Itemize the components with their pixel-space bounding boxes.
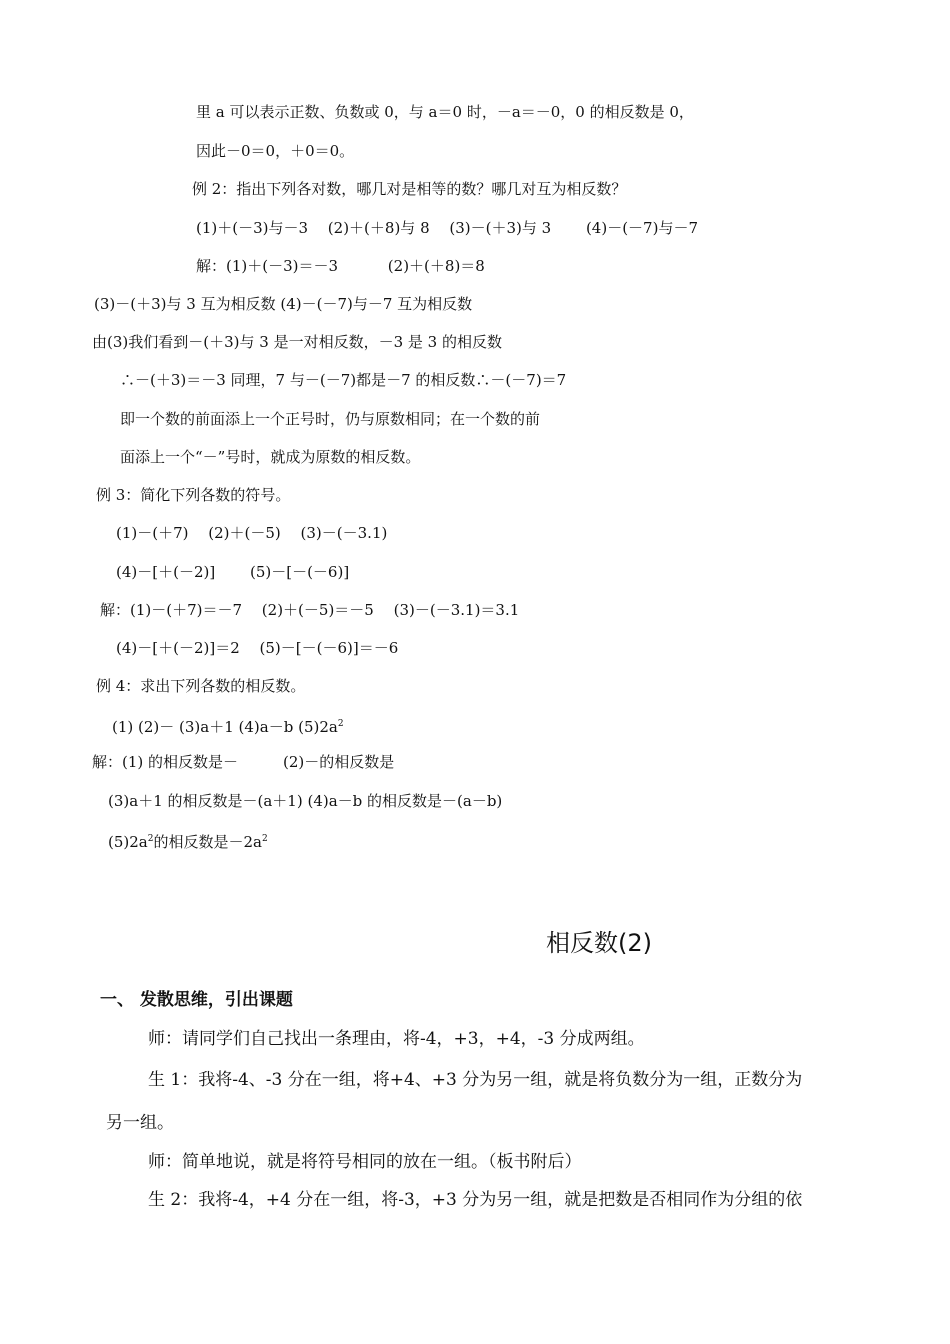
- paragraph: 生 2：我将-4，+4 分在一组，将-3，+3 分为另一组，就是把数是否相同作为分组的依: [148, 1190, 803, 1210]
- text-line: 解：(1) 的相反数是－ (2)－的相反数是: [92, 753, 395, 771]
- example-3-heading: 例 3：简化下列各数的符号。: [96, 486, 291, 504]
- text-line: (1)－(＋7) (2)＋(－5) (3)－(－3.1): [116, 524, 388, 542]
- superscript: 2: [147, 834, 154, 844]
- section-heading: 一、 发散思维，引出课题: [100, 990, 293, 1010]
- text-line: (3)－(＋3)与 3 互为相反数 (4)－(－7)与－7 互为相反数: [94, 295, 473, 313]
- text-line: 里 a 可以表示正数、负数或 0，与 a＝0 时，－a＝－0，0 的相反数是 0，: [196, 103, 694, 121]
- text-line: [108, 829, 268, 852]
- text-segment: (1) (2)－ (3)a＋1 (4)a－b (5)2a: [112, 718, 338, 736]
- paragraph: 师：简单地说，就是将符号相同的放在一组。（板书附后）: [148, 1152, 582, 1172]
- text-line: 解：(1)＋(－3)＝－3 (2)＋(＋8)＝8: [196, 257, 485, 275]
- paragraph: 师：请同学们自己找出一条理由，将-4，+3，+4，-3 分成两组。: [148, 1029, 645, 1049]
- text-line: [112, 714, 344, 737]
- superscript: 2: [337, 719, 344, 729]
- paragraph: 生 1：我将-4、-3 分在一组，将+4、+3 分为另一组，就是将负数分为一组，正数分为: [148, 1070, 803, 1090]
- text-line: 因此－0＝0，＋0＝0。: [196, 142, 355, 160]
- text-line: (3)a＋1 的相反数是－(a＋1) (4)a－b 的相反数是－(a－b): [108, 792, 503, 810]
- paragraph: 另一组。: [106, 1113, 174, 1133]
- text-line: 面添上一个“－”号时，就成为原数的相反数。: [120, 448, 421, 466]
- example-4-heading: 例 4：求出下列各数的相反数。: [96, 677, 306, 695]
- text-line: (4)－[＋(－2)]＝2 (5)－[－(－6)]＝－6: [116, 639, 399, 657]
- text-line: ∴－(＋3)＝－3 同理，7 与－(－7)都是－7 的相反数∴－(－7)＝7: [120, 371, 567, 389]
- example-2-heading: 例 2：指出下列各对数，哪几对是相等的数？哪几对互为相反数？: [192, 180, 627, 198]
- text-segment: (5)2a: [108, 833, 148, 851]
- text-line: (1)＋(－3)与－3 (2)＋(＋8)与 8 (3)－(＋3)与 3 (4)－(－7)与－7: [196, 219, 698, 237]
- lesson-title: 相反数(2): [546, 929, 652, 957]
- text-line: (4)－[＋(－2)] (5)－[－(－6)]: [116, 563, 350, 581]
- superscript: 2: [261, 834, 268, 844]
- text-line: 即一个数的前面添上一个正号时，仍与原数相同；在一个数的前: [120, 410, 541, 428]
- text-line: 由(3)我们看到－(＋3)与 3 是一对相反数，－3 是 3 的相反数: [92, 333, 502, 351]
- text-segment: 的相反数是－2a: [153, 833, 262, 851]
- text-line: 解：(1)－(＋7)＝－7 (2)＋(－5)＝－5 (3)－(－3.1)＝3.1: [100, 601, 520, 619]
